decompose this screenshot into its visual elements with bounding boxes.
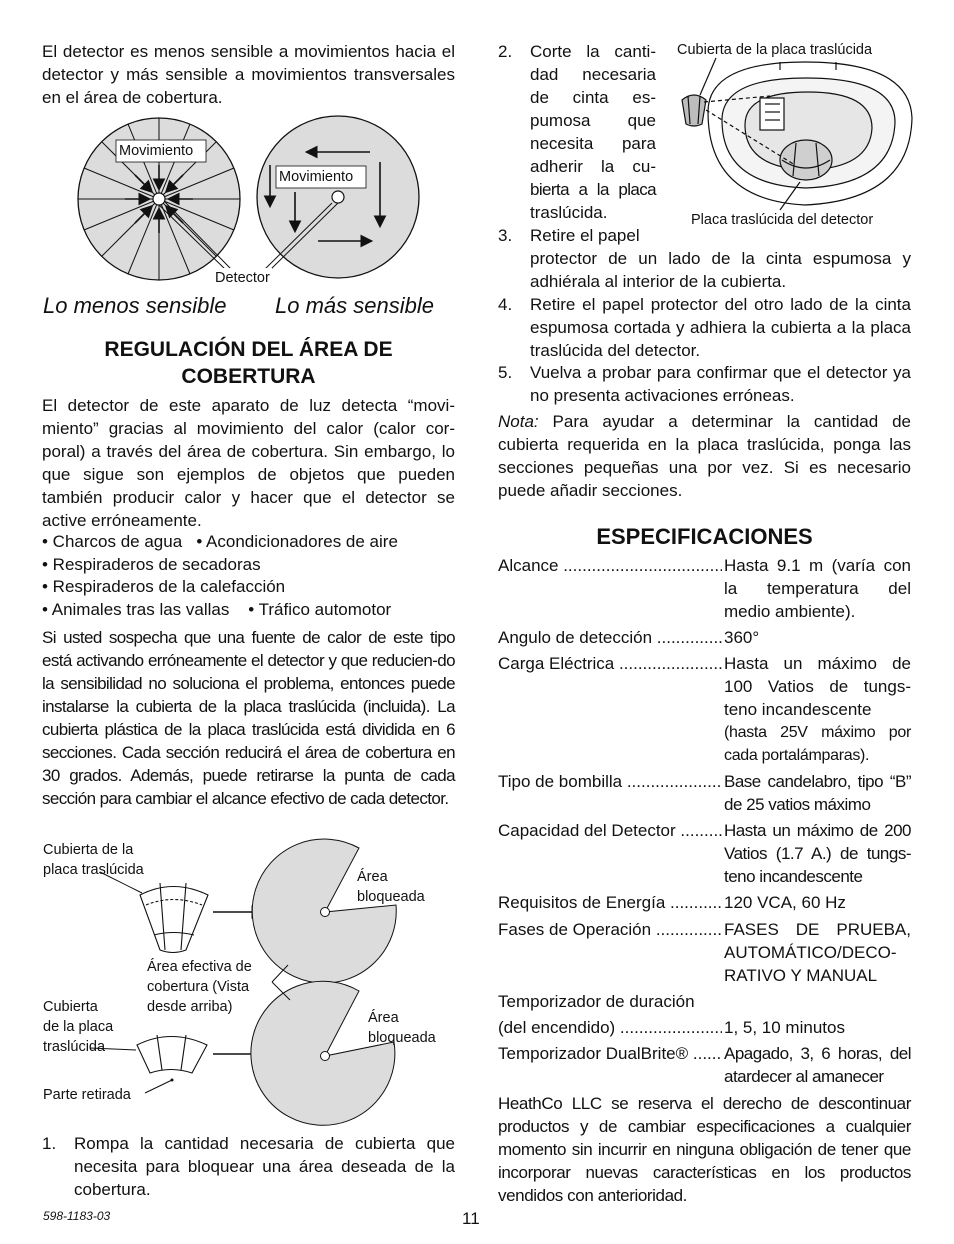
list-item: • Respiraderos de secadoras bbox=[42, 554, 261, 574]
step-4-text: Retire el papel protector del otro lado de la cinta espumosa cortada y adhiera la cubierta a la placa traslúcida del detector. bbox=[530, 295, 911, 360]
intro-paragraph: El detector es menos sensible a movimientos hacia el detector y más sensible a movimientos transversales en el área de cobertura. bbox=[42, 42, 455, 107]
note-text: Para ayudar a determinar la cantidad de cubierta requerida en la placa traslúcida, ponga las secciones pequeñas una por vez. Si es necesario puede añadir secciones. bbox=[498, 412, 911, 500]
cover-bottom-label-1: Cubierta bbox=[43, 999, 98, 1015]
detector-label: Detector bbox=[215, 270, 270, 286]
step-3-text: protector de un lado de la cinta espumosa y adhiérala al interior de la cubierta. bbox=[530, 249, 911, 291]
page-number: 11 bbox=[462, 1209, 480, 1228]
movement-label-left: Movimiento bbox=[119, 143, 194, 159]
step-2-number: 2. bbox=[498, 42, 513, 61]
spec-row-capacity: Capacidad del Detector ..... Hasta un máximo de 200 Vatios (1.7 A.) de tungs-teno incandescente bbox=[498, 819, 911, 888]
fixture-bottom-label: Placa traslúcida del detector bbox=[691, 212, 874, 228]
spec-row-dualbrite: Temporizador DualBrite® ..... Apagado, 3, 6 horas, del atardecer al amanecer bbox=[498, 1042, 911, 1088]
cover-piece-bottom bbox=[137, 1035, 207, 1073]
blocked-top-label-1: Área bbox=[357, 869, 388, 885]
document-number: 598-1183-03 bbox=[43, 1209, 111, 1223]
blocked-bottom-label-2: bloqueada bbox=[368, 1030, 436, 1046]
spec-row-modes: Fases de Operación ..... FASES DE PRUEBA, AUTOMÁTICO/DECO-RATIVO Y MANUAL bbox=[498, 918, 911, 987]
coverage-circle-bottom bbox=[251, 981, 395, 1125]
step-5-number: 5. bbox=[498, 363, 513, 382]
list-item: • Animales tras las vallas • Tráfico automotor bbox=[42, 599, 392, 619]
step-3-first-line: Retire el papel bbox=[530, 226, 640, 245]
caption-more-sensitive: Lo más sensible bbox=[275, 293, 434, 318]
cover-bottom-label-2: de la placa bbox=[43, 1019, 114, 1035]
fixture-top-label: Cubierta de la placa traslúcida bbox=[677, 42, 873, 58]
coverage-heading-line2: COBERTURA bbox=[181, 365, 316, 388]
coverage-paragraph: El detector de este aparato de luz detecta “movi-miento” gracias al movimiento del calor (calor cor-poral) a través del área de cobertura. Sin embargo, lo que sigue son ejemplos de objetos que pueden también producir calor y hacer que el detector se active erróneamente. bbox=[42, 396, 455, 530]
spec-row-timer: (del encendido) ..... 1, 5, 10 minutos bbox=[498, 1016, 911, 1039]
step-4-number: 4. bbox=[498, 295, 513, 314]
spec-row-range: Alcance ..... Hasta 9.1 m (varía con la temperatura del medio ambiente). bbox=[498, 554, 911, 623]
effective-area-label-3: desde arriba) bbox=[147, 999, 233, 1015]
cover-bottom-label-3: traslúcida bbox=[43, 1039, 106, 1055]
removed-part-label: Parte retirada bbox=[43, 1087, 131, 1103]
coverage-heading-line1: REGULACIÓN DEL ÁREA DE bbox=[104, 338, 393, 361]
cover-top-label-1: Cubierta de la bbox=[43, 842, 134, 858]
spec-row-power: Requisitos de Energía ..... 120 VCA, 60 Hz bbox=[498, 891, 911, 914]
step-5-text: Vuelva a probar para confirmar que el detector ya no presenta activaciones erróneas. bbox=[530, 363, 911, 405]
list-item: • Charcos de agua • Acondicionadores de aire bbox=[42, 532, 398, 551]
effective-area-label-1: Área efectiva de bbox=[147, 959, 252, 975]
blocked-top-label-2: bloqueada bbox=[357, 889, 425, 905]
cover-top-label-2: placa traslúcida bbox=[43, 862, 144, 878]
effective-area-label-2: cobertura (Vista bbox=[147, 979, 250, 995]
list-item: 1. Rompa la cantidad necesaria de cubierta que necesita para bloquear una área deseada de la cobertura. bbox=[42, 1134, 455, 1199]
fixture-drawing bbox=[0, 0, 954, 240]
spec-row-bulb: Tipo de bombilla ..... Base candelabro, tipo “B” de 25 vatios máximo bbox=[498, 770, 911, 816]
coverage-circle-top bbox=[252, 839, 396, 983]
blocked-bottom-label-1: Área bbox=[368, 1010, 399, 1026]
list-item: • Respiraderos de la calefacción bbox=[42, 577, 286, 596]
spec-row-load: Carga Eléctrica ..... Hasta un máximo de 100 Vatios de tungs-teno incandescente (hasta 25V máximo por cada portalámparas). bbox=[498, 652, 911, 767]
caption-less-sensitive: Lo menos sensible bbox=[43, 293, 227, 318]
step-2-text: Corte la canti- dad necesaria de cinta es- pumosa que necesita para adherir la cu- bierta a la placa traslúcida. bbox=[530, 42, 656, 222]
spec-row-angle: Angulo de detección ..... 360° bbox=[498, 626, 911, 649]
step-1 bbox=[42, 1132, 455, 1201]
disclaimer-paragraph: HeathCo LLC se reserva el derecho de descontinuar productos y de cambiar especificaciones a cualquier momento sin incurrir en ninguna obligación de tener que incorporar nuevas características en los productos vendidos con anterioridad. bbox=[498, 1094, 911, 1205]
step-3-number: 3. bbox=[498, 226, 513, 245]
cover-piece-top bbox=[140, 883, 208, 953]
movement-label-right: Movimiento bbox=[279, 169, 354, 185]
note-label: Nota: bbox=[498, 412, 539, 431]
spec-timer-label: Temporizador de duración bbox=[498, 992, 695, 1011]
cover-paragraph: Si usted sospecha que una fuente de calor de este tipo está activando erróneamente el detector y que reducien-do la sensibilidad no soluciona el problema, entonces puede instalarse la cubierta de la placa traslúcida (incluida). La cubierta plástica de la placa traslúcida está dividida en 6 secciones. Cada sección reducirá el área de cobertura en 30 grados. Además, puede retirarse la punta de cada sección para cambiar el alcance efectivo de cada detector. bbox=[42, 628, 455, 808]
note-paragraph bbox=[498, 410, 911, 502]
specs-heading: ESPECIFICACIONES bbox=[596, 524, 813, 549]
